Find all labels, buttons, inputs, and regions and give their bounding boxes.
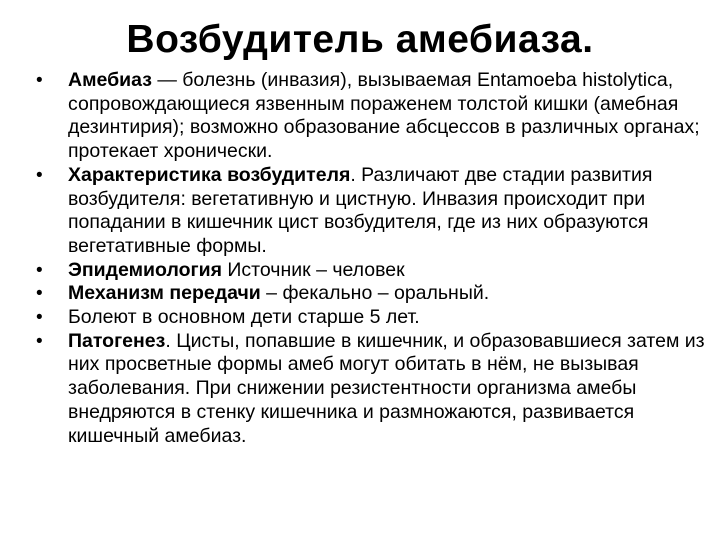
bullet-text: Источник – человек: [221, 258, 405, 281]
bullet-term: Механизм передачи: [68, 282, 261, 305]
bullet-item: [36, 306, 706, 330]
bullet-term: Патогенез: [68, 329, 166, 352]
slide-title: Возбудитель амебиаза.: [126, 18, 594, 61]
bullet-text: — болезнь (инвазия), вызываемая Entamoeba histolytica, сопровождающиеся язвенным пораженем толстой кишки (амебная дезинтирия); возможно образование абсцессов в различных органах; протекает хронически.: [68, 69, 700, 163]
bullet-text: . Различают две стадии развития возбудителя: вегетативную и цистную. Инвазия происходит при попадании в кишечник цист возбудителя, где из них образуются вегетативные формы.: [68, 163, 653, 257]
bullet-text: Болеют в основном дети старше 5 лет.: [68, 306, 420, 329]
bullet-term: Амебиаз: [68, 69, 152, 91]
bullet-list: [36, 69, 706, 448]
bullet-text: . Цисты, попавшие в кишечник, и образовавшиеся затем из них просветные формы амеб могут обитать в нём, не вызывая заболевания. При снижении резистентности организма амебы внедряются в стенку кишечника и размножаются, развивается кишечный амебиаз.: [68, 329, 705, 447]
bullet-dot: •: [36, 283, 43, 305]
bullet-item: [36, 330, 706, 449]
bullet-item: [36, 282, 706, 306]
bullet-item: [36, 259, 706, 283]
bullet-dot: •: [36, 164, 43, 186]
bullet-dot: •: [36, 307, 43, 329]
bullet-term: Характеристика возбудителя: [68, 163, 351, 186]
bullet-dot: •: [36, 259, 43, 281]
bullet-text: – фекально – оральный.: [260, 282, 490, 305]
bullet-term: Эпидемиология: [68, 258, 222, 281]
bullet-dot: •: [36, 70, 43, 91]
bullet-item: [36, 69, 706, 164]
bullet-dot: •: [36, 330, 43, 352]
bullet-item: [36, 164, 706, 259]
